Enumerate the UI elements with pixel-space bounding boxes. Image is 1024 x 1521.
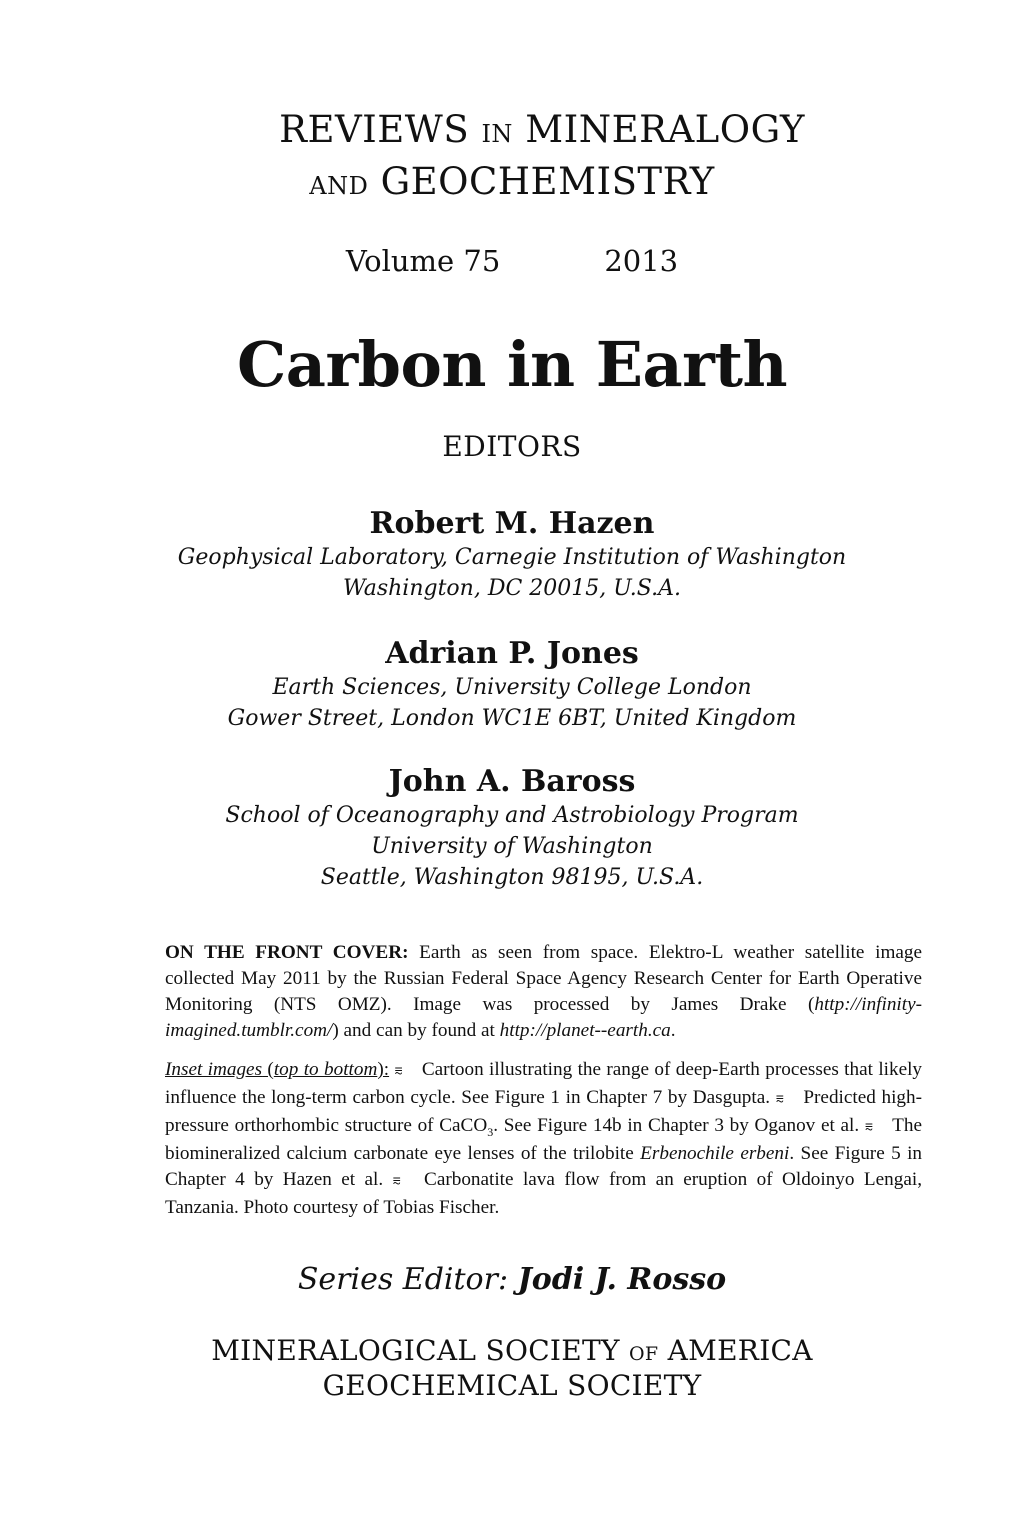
inset-item-text: . See Figure 5 in Chapter 4 by Hazen et al.: [165, 1143, 922, 1190]
volume-line: [0, 244, 1024, 278]
series-editor: [0, 1262, 1024, 1297]
inset-label: [165, 1059, 389, 1080]
front-cover-description: [165, 940, 922, 1044]
cover-url-2: http://planet--earth.ca: [499, 1020, 671, 1041]
inset-images-description: [165, 1057, 922, 1221]
fleuron-icon: ⩳: [392, 1174, 401, 1189]
series-title-line-1: [30, 105, 1024, 159]
editor-address: Washington, DC 20015, U.S.A.: [343, 576, 681, 601]
series-word: MINERALOGY: [525, 108, 805, 151]
inset-item-text: . See Figure 14b in Chapter 3 by Oganov et al.: [493, 1115, 865, 1136]
editor-block: [0, 506, 1024, 604]
publisher-line-1: [0, 1334, 1024, 1367]
publisher-word: AMERICA: [667, 1334, 813, 1367]
series-word: REVIEWS: [279, 108, 470, 151]
editor-affiliation-2: University of Washington: [371, 834, 653, 859]
series-word-small: IN: [481, 120, 513, 148]
inset-item-text: Cartoon illustrating the range of deep-Earth processes that likely influence the long-term carbon cycle. See Figure 1 in Chapter 7 by Dasgupta.: [165, 1059, 923, 1108]
inset-label-paren: ):: [377, 1059, 390, 1080]
editor-name: John A. Baross: [388, 764, 636, 799]
publisher-line-2: GEOCHEMICAL SOCIETY: [322, 1369, 702, 1402]
editor-affiliation: Geophysical Laboratory, Carnegie Institution of Washington: [177, 545, 847, 570]
series-editor-label: Series Editor:: [297, 1262, 518, 1297]
volume-year: 2013: [604, 244, 679, 278]
editors-heading: EDITORS: [442, 430, 582, 463]
inset-label-text: top to bottom: [273, 1059, 378, 1080]
inset-item-text: The biomineralized calcium carbonate eye lenses of the trilobite: [165, 1115, 923, 1164]
publisher-word-small: OF: [629, 1343, 659, 1365]
cover-text: .: [670, 1020, 676, 1041]
series-word-small: AND: [309, 172, 369, 200]
front-cover-label: ON THE FRONT COVER:: [165, 942, 409, 963]
editor-name: Robert M. Hazen: [369, 506, 655, 541]
subscript: 3: [487, 1124, 494, 1139]
inset-label-paren: (: [262, 1059, 274, 1080]
series-word: GEOCHEMISTRY: [380, 160, 715, 203]
book-title: Carbon in Earth: [236, 328, 788, 401]
cover-url-1: http://infinity-imagined.tumblr.com/: [165, 994, 922, 1041]
editor-affiliation: School of Oceanography and Astrobiology Program: [225, 803, 799, 828]
cover-text: Earth as seen from space. Elektro-L weather satellite image collected May 2011 by the Russian Federal Space Agency Research Center for Earth Operative Monitoring (NTS OMZ). Image was processed by James Drake (: [165, 942, 922, 1015]
editor-address: Gower Street, London WC1E 6BT, United Kingdom: [227, 706, 797, 731]
publisher-word: MINERALOGICAL SOCIETY: [211, 1334, 620, 1367]
series-editor-name: Jodi J. Rosso: [517, 1262, 727, 1297]
editor-affiliation: Earth Sciences, University College London: [272, 675, 752, 700]
inset-item-text: Carbonatite lava flow from an eruption of Oldoinyo Lengai, Tanzania. Photo courtesy of Tobias Fischer.: [165, 1169, 922, 1218]
editor-name: Adrian P. Jones: [385, 636, 639, 671]
editor-block: [0, 636, 1024, 734]
species-name: Erbenochile erbeni: [640, 1143, 790, 1164]
editor-block: [0, 764, 1024, 893]
fleuron-icon: ⩳: [394, 1064, 403, 1079]
fleuron-icon: ⩳: [775, 1092, 784, 1107]
series-title-line-2: [0, 157, 1024, 211]
fleuron-icon: ⩳: [864, 1120, 874, 1135]
editor-address: Seattle, Washington 98195, U.S.A.: [320, 865, 704, 890]
inset-item-text: Predicted high-pressure orthorhombic structure of CaCO: [165, 1087, 922, 1136]
volume-number: Volume 75: [345, 244, 501, 278]
inset-label-text: Inset images: [165, 1059, 263, 1080]
cover-text: ) and can by found at: [332, 1020, 500, 1041]
